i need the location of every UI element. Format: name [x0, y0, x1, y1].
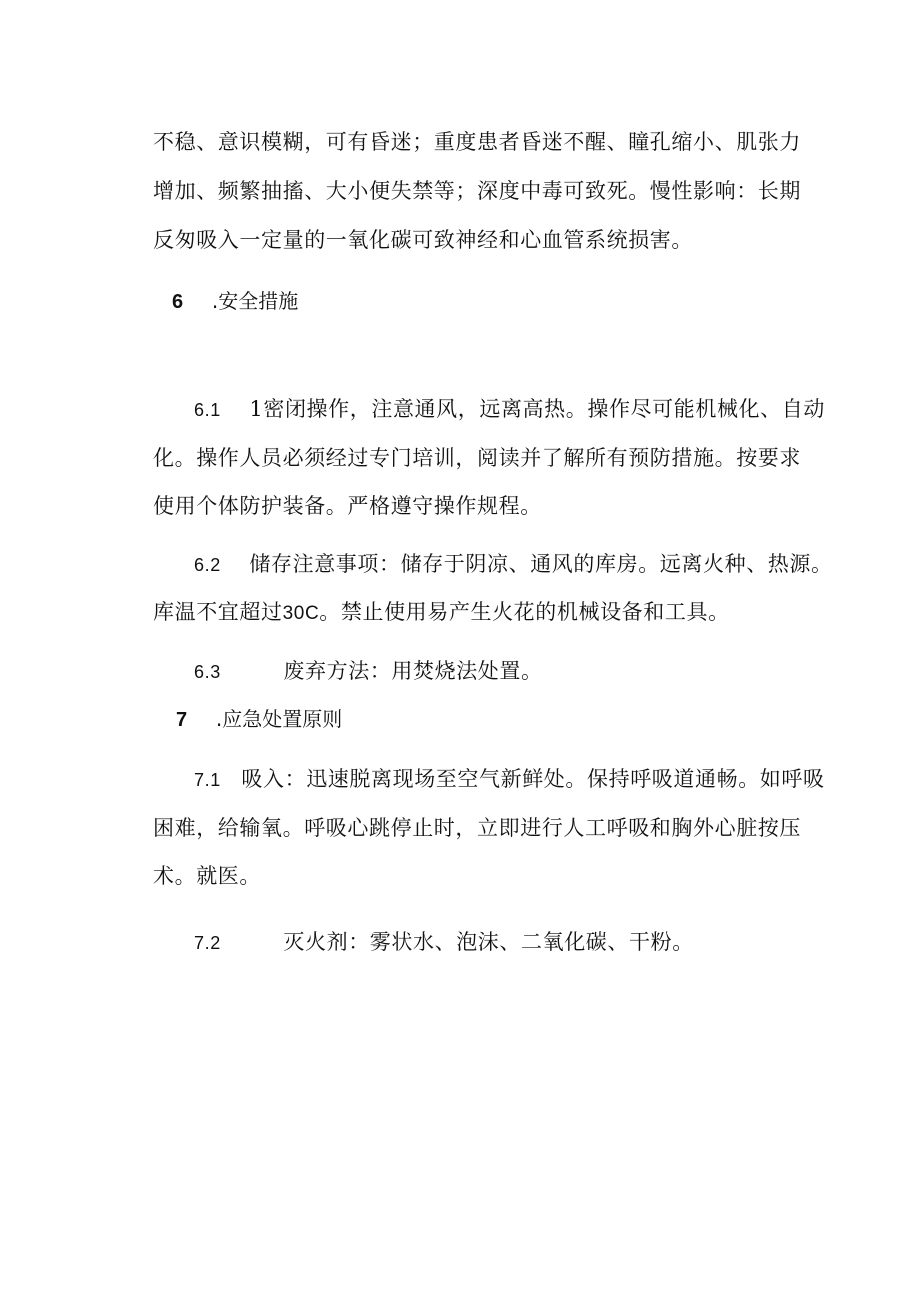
paragraph-line: 增加、频繁抽搐、大小便失禁等；深度中毒可致死。慢性影响：长期 [153, 179, 801, 203]
item-7-2 [194, 930, 694, 955]
section-heading-6 [172, 289, 298, 314]
section-number: 6 [172, 291, 184, 313]
item-text: 吸入：迅速脱离现场至空气新鲜处。保持呼吸道通畅。如呼吸 [241, 767, 825, 791]
item-6-2-line2 [153, 600, 730, 626]
item-text: 1密闭操作，注意通风，远离高热。操作尽可能机械化、自动 [249, 397, 825, 421]
item-7-1-line1 [194, 767, 825, 792]
paragraph-line: 困难，给输氧。呼吸心跳停止时，立即进行人工呼吸和胸外心脏按压 [153, 816, 801, 840]
paragraph-line: 化。操作人员必须经过专门培训，阅读并了解所有预防措施。按要求 [153, 446, 801, 470]
paragraph-line: 术。就医。 [153, 864, 261, 888]
item-text: 灭火剂：雾状水、泡沫、二氧化碳、干粉。 [283, 930, 694, 954]
section-title: .应急处置原则 [215, 707, 343, 731]
item-6-2-line1 [194, 552, 833, 577]
item-number: 6.2 [194, 555, 221, 575]
item-number: 7.1 [194, 770, 221, 790]
item-text: 库温不宜超过 [153, 600, 283, 624]
item-text: 废弃方法：用焚烧法处置。 [283, 659, 543, 683]
item-number: 6.3 [194, 662, 221, 682]
section-title: .安全措施 [211, 289, 299, 313]
item-6-1-line1 [194, 397, 825, 422]
item-text: 。禁止使用易产生火花的机械设备和工具。 [319, 600, 730, 624]
item-6-3 [194, 659, 543, 684]
item-text: 储存注意事项：储存于阴凉、通风的库房。远离火种、热源。 [249, 552, 833, 576]
section-heading-7 [176, 707, 342, 732]
section-number: 7 [176, 709, 188, 731]
item-number: 6.1 [194, 400, 221, 420]
paragraph-line: 不稳、意识模糊，可有昏迷；重度患者昏迷不醒、瞳孔缩小、肌张力 [153, 130, 801, 154]
temperature-value: 30C [282, 603, 320, 624]
item-number: 7.2 [194, 933, 221, 953]
paragraph-line: 使用个体防护装备。严格遵守操作规程。 [153, 494, 542, 518]
paragraph-line: 反匆吸入一定量的一氧化碳可致神经和心血管系统损害。 [153, 228, 693, 252]
